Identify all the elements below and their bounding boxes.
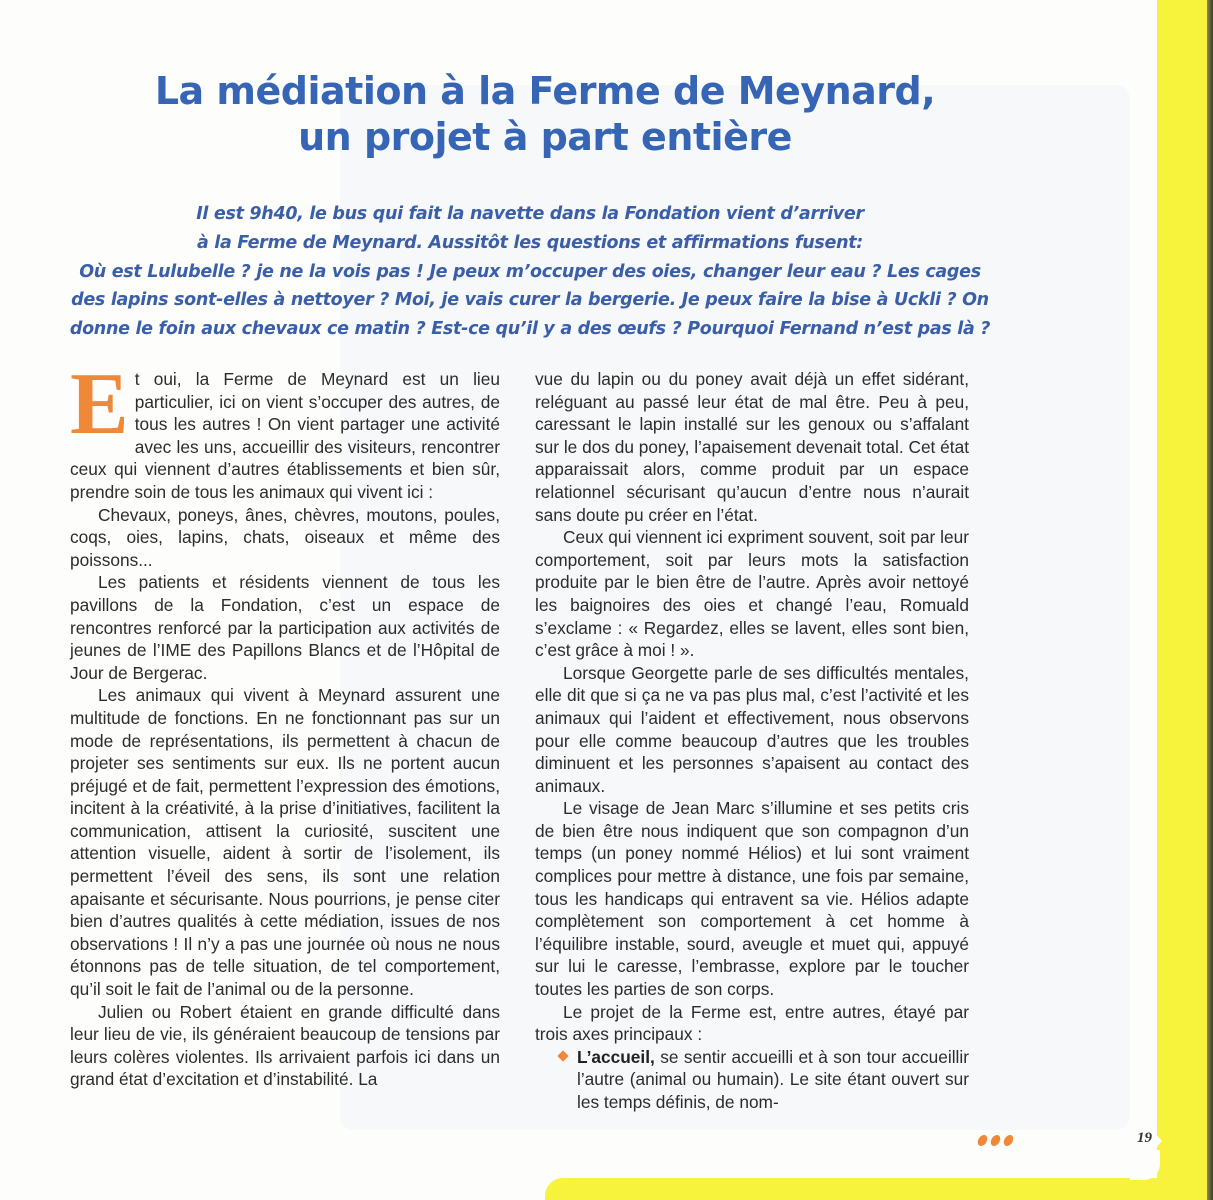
article-title (0, 68, 1070, 160)
right-column (535, 368, 969, 1114)
paragraph: Le projet de la Ferme est, entre autres, étayé par trois axes principaux : (535, 1001, 969, 1045)
paragraph (70, 356, 500, 504)
paragraph: Les animaux qui vivent à Meynard assurent une multitude de fonctions. En ne fonctionnant pas sur un mode de représentations, ils permettent à chacun de projeter ses sentiments sur eux. Ils ne portent aucun préjugé et de fait, permettent l’expression des émotions, incitent à la créativité, à la prise d’initiatives, facilitent la communication, attisent la curiosité, suscitent une attention visuelle, aident à sortir de l’isolement, ils permettent l’éveil des sens, ils sont une relation apaisante et sécurisante. Nous pourrions, je pense citer bien d’autres qualités à cette médiation, issues de nos observations ! Il n’y a pas une journée où nous ne nous étonnons pas de telle situation, de tel comportement, qu’il soit le fait de l’animal ou de la personne. (70, 685, 500, 1000)
dropcap-letter: E (70, 356, 129, 453)
binding-spine (1207, 0, 1213, 1200)
yellow-bottom-band (545, 1178, 1165, 1200)
paragraph: Julien ou Robert étaient en grande difficulté dans leur lieu de vie, ils généraient beaucoup de tensions par leurs colères violentes. Ils arrivaient parfois ici dans un grand état d’excitation et d’instabilité. La (70, 1001, 500, 1090)
diamond-bullet-icon (557, 1050, 568, 1061)
paragraph: vue du lapin ou du poney avait déjà un effet sidérant, reléguant au passé leur état de mal être. Peu à peu, caressant le lapin installé sur les genoux ou s’affalant sur le dos du poney, l’apaisement devenait total. Cet état apparaissait alors, comme produit par un espace relationnel sécurisant qu’aucun d’entre nous n’aurait sans doute pu créer en l’état. (535, 369, 969, 525)
intro-line: Où est Lulubelle ? je ne la vois pas ! Je peux m’occuper des oies, changer leur eau ? Les cages (79, 261, 981, 282)
paragraph: Lorsque Georgette parle de ses difficultés mentales, elle dit que si ça ne va pas plus mal, c’est l’activité et les animaux qui l’aident et effectivement, nous observons pour elle comme beaucoup d’autres que les troubles diminuent et les personnes s’apaisent au contact des animaux. (535, 662, 969, 796)
left-column (70, 356, 500, 1091)
dot (990, 1135, 1002, 1146)
dot (977, 1135, 989, 1146)
three-dots-icon (978, 1135, 1013, 1146)
intro-line: à la Ferme de Meynard. Aussitôt les questions et affirmations fusent: (197, 232, 863, 253)
paragraph: Les patients et résidents viennent de tous les pavillons de la Fondation, c’est un espace de rencontres renforcé par la participation aux activités de jeunes de l’IME des Papillons Blancs et de l’Hôpital de Jour de Bergerac. (70, 572, 500, 683)
bullet-text: se sentir accueilli et à son tour accueillir l’autre (animal ou humain). Le site étant ouvert sur les temps définis, de nom- (577, 1046, 969, 1112)
bullet-heading: L’accueil, (577, 1046, 655, 1067)
paragraph: Le visage de Jean Marc s’illumine et ses petits cris de bien être nous indiquent que son compagnon d’un temps (un poney nommé Hélios) et lui sont vraiment complices pour mettre à distance, une fois par semaine, tous les handicaps qui entravent sa vie. Hélios adapte complètement son comportement à cet homme à l’équilibre instable, sourd, aveugle et muet qui, appuyé sur lui le caresse, l’embrasse, explore par le toucher toutes les parties de son corps. (535, 798, 969, 1000)
intro-line: des lapins sont-elles à nettoyer ? Moi, je vais curer la bergerie. Je peux faire la bise à Uckli ? On (71, 290, 989, 311)
title-line: un projet à part entière (298, 115, 792, 159)
page-number: 19 (1137, 1130, 1152, 1146)
intro-line: donne le foin aux chevaux ce matin ? Est-ce qu’il y a des œufs ? Pourquoi Fernand n’est pas là ? (69, 319, 991, 340)
paragraph-text: t oui, la Ferme de Meynard est un lieu particulier, ici on vient s’occuper des autres, de tous les autres ! On vient partager une activité avec les uns, accueillir des visiteurs, rencontrer ceux qui viennent d’autres établissements et bien sûr, prendre soin de tous les animaux qui vivent ici : (70, 369, 500, 502)
paragraph: Ceux qui viennent ici expriment souvent, soit par leur comportement, soit par leurs mots la satisfaction produite par le bien être de l’autre. Après avoir nettoyé les baignoires des oies et changé l’eau, Romuald s’exclame : « Regardez, elles se lavent, elles sont bien, c’est grâce à moi ! ». (535, 527, 969, 661)
paragraph: Chevaux, poneys, ânes, chèvres, moutons, poules, coqs, oies, lapins, chats, oiseaux et même des poissons... (70, 504, 500, 570)
article-intro (60, 200, 1000, 344)
intro-line: Il est 9h40, le bus qui fait la navette dans la Fondation vient d’arriver (196, 204, 864, 224)
title-line: La médiation à la Ferme de Meynard, (154, 69, 936, 113)
dot (1003, 1135, 1015, 1146)
bullet-item (535, 1046, 969, 1114)
yellow-side-band (1157, 0, 1207, 1200)
